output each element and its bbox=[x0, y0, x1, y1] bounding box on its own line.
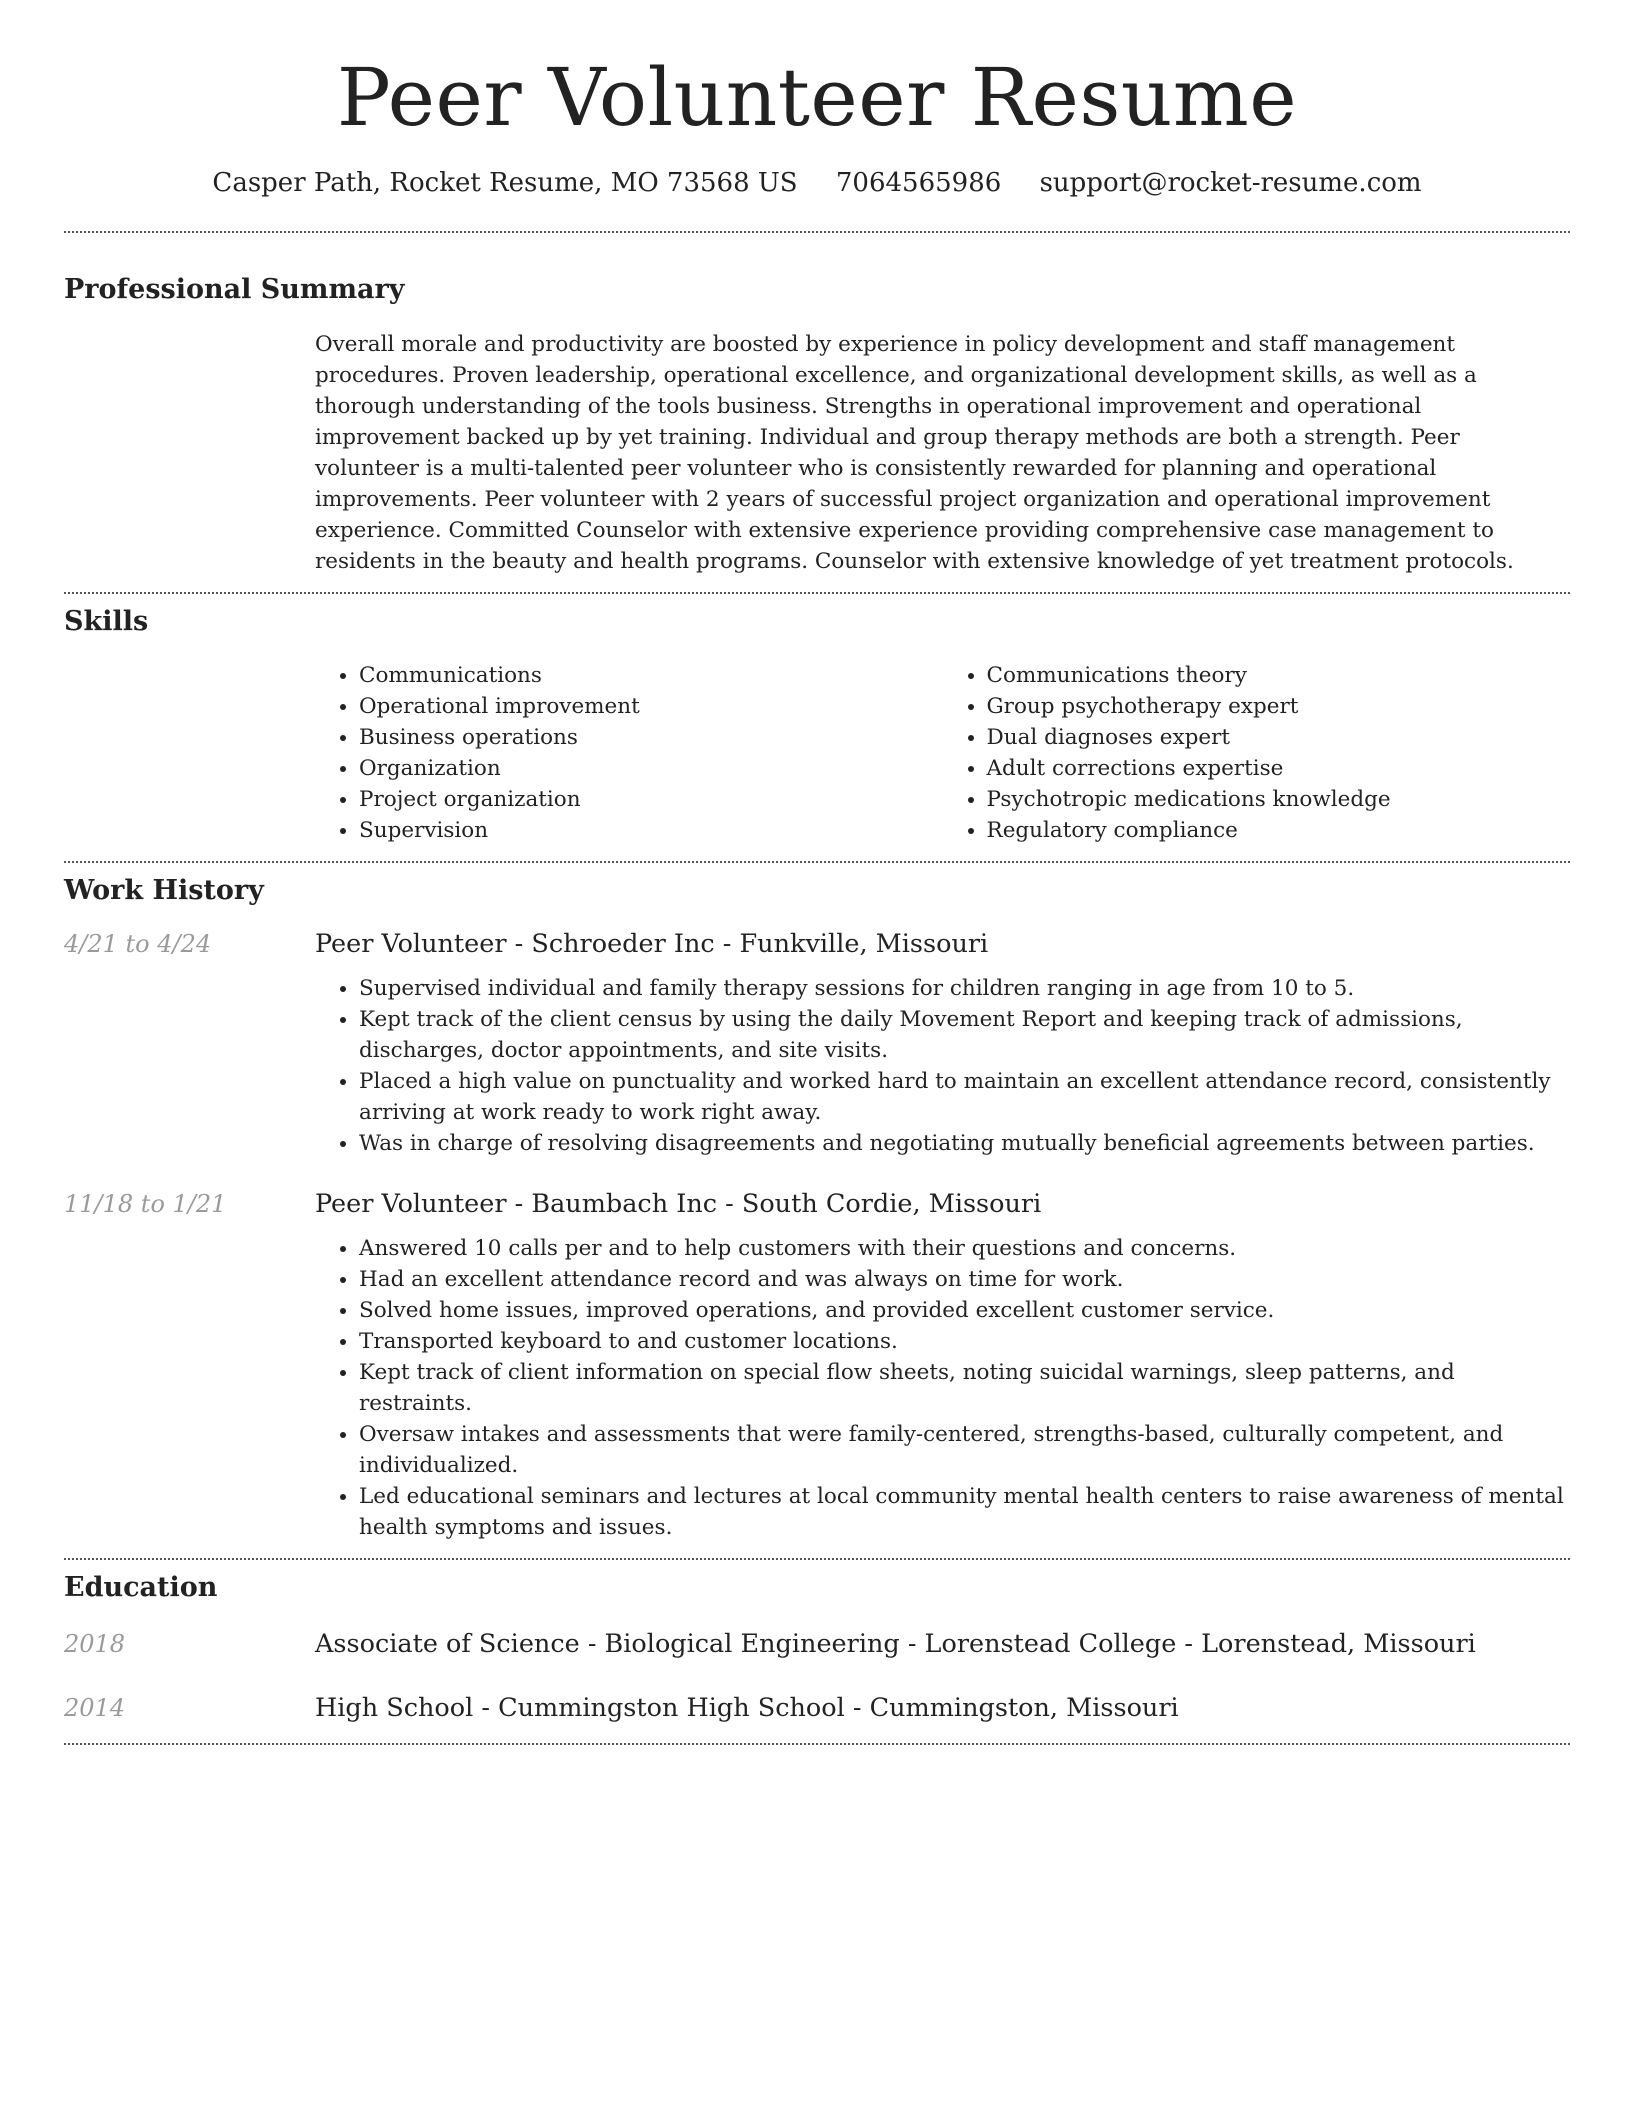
job-bullet: • Solved home issues, improved operations, and provided excellent customer service. bbox=[359, 1295, 1570, 1326]
job-header bbox=[64, 1189, 1570, 1219]
contact-line bbox=[64, 168, 1570, 199]
divider bbox=[64, 1558, 1570, 1560]
job-bullet: • Answered 10 calls per and to help customers with their questions and concerns. bbox=[359, 1233, 1570, 1264]
education-year: 2014 bbox=[64, 1693, 126, 1722]
job-title: Peer Volunteer - Schroeder Inc - Funkville, Missouri bbox=[315, 929, 989, 960]
summary-heading: Professional Summary bbox=[64, 274, 405, 306]
skills-section bbox=[64, 606, 1570, 846]
skill-item: • Organization bbox=[359, 753, 943, 784]
resume-page bbox=[64, 0, 1570, 1745]
skill-item: • Project organization bbox=[359, 784, 943, 815]
skill-item: • Business operations bbox=[359, 722, 943, 753]
education-section bbox=[64, 1572, 1570, 1722]
job-bullet: • Supervised individual and family therapy sessions for children ranging in age from 10 to 5. bbox=[359, 973, 1570, 1004]
resume-title: Peer Volunteer Resume bbox=[336, 51, 1298, 144]
divider bbox=[64, 231, 1570, 233]
job-bullet: • Kept track of client information on special flow sheets, noting suicidal warnings, sleep patterns, and restraints. bbox=[359, 1357, 1570, 1419]
work-heading: Work History bbox=[64, 874, 264, 906]
job-bullet: • Was in charge of resolving disagreements and negotiating mutually beneficial agreements between parties. bbox=[359, 1128, 1570, 1159]
divider bbox=[64, 592, 1570, 594]
contact-phone: 7064565986 bbox=[835, 168, 1002, 198]
education-title: High School - Cummingston High School - Cummingston, Missouri bbox=[315, 1692, 1179, 1723]
contact-email[interactable]: support@rocket-resume.com bbox=[1039, 168, 1422, 198]
job-entry bbox=[64, 1189, 1570, 1543]
work-section bbox=[64, 875, 1570, 1543]
education-heading: Education bbox=[64, 1572, 218, 1604]
job-bullet: • Transported keyboard to and customer locations. bbox=[359, 1326, 1570, 1357]
skills-list-right bbox=[943, 660, 1571, 846]
skills-list-left bbox=[315, 660, 943, 846]
job-bullets bbox=[315, 973, 1570, 1159]
job-dates: 4/21 to 4/24 bbox=[64, 930, 212, 959]
job-title: Peer Volunteer - Baumbach Inc - South Cordie, Missouri bbox=[315, 1189, 1042, 1220]
skill-item: • Group psychotherapy expert bbox=[987, 691, 1571, 722]
education-entry bbox=[64, 1693, 1570, 1723]
education-year: 2018 bbox=[64, 1629, 126, 1658]
job-header bbox=[64, 929, 1570, 959]
job-bullet: • Kept track of the client census by using the daily Movement Report and keeping track of admissions, discharges, doctor appointments, and site visits. bbox=[359, 1004, 1570, 1066]
job-bullets bbox=[315, 1233, 1570, 1543]
skill-item: • Regulatory compliance bbox=[987, 815, 1571, 846]
education-title: Associate of Science - Biological Engineering - Lorenstead College - Lorenstead, Missouri bbox=[315, 1628, 1476, 1659]
skill-item: • Communications bbox=[359, 660, 943, 691]
summary-text: Overall morale and productivity are boosted by experience in policy development and staff management procedures. Proven leadership, operational excellence, and organizational development skills, as well as a thorough understanding of the tools business. Strengths in operational improvement and operational improvement backed up by yet training. Individual and group therapy methods are both a strength. Peer volunteer is a multi-talented peer volunteer who is consistently rewarded for planning and operational improvements. Peer volunteer with 2 years of successful project organization and operational improvement experience. Committed Counselor with extensive experience providing comprehensive case management to residents in the beauty and health programs. Counselor with extensive knowledge of yet treatment protocols. bbox=[315, 331, 1514, 574]
skills-heading: Skills bbox=[64, 605, 149, 637]
skill-item: • Supervision bbox=[359, 815, 943, 846]
contact-address: Casper Path, Rocket Resume, MO 73568 US bbox=[212, 168, 798, 198]
job-bullet: • Led educational seminars and lectures at local community mental health centers to raise awareness of mental health symptoms and issues. bbox=[359, 1481, 1570, 1543]
job-bullet: • Oversaw intakes and assessments that were family-centered, strengths-based, culturally competent, and individualized. bbox=[359, 1419, 1570, 1481]
skill-item: • Dual diagnoses expert bbox=[987, 722, 1571, 753]
skill-item: • Operational improvement bbox=[359, 691, 943, 722]
skills-grid bbox=[315, 660, 1570, 846]
skill-item: • Adult corrections expertise bbox=[987, 753, 1571, 784]
skill-item: • Psychotropic medications knowledge bbox=[987, 784, 1571, 815]
job-bullet: • Placed a high value on punctuality and worked hard to maintain an excellent attendance record, consistently arriving at work ready to work right away. bbox=[359, 1066, 1570, 1128]
job-bullet: • Had an excellent attendance record and was always on time for work. bbox=[359, 1264, 1570, 1295]
job-entry bbox=[64, 929, 1570, 1159]
divider bbox=[64, 1743, 1570, 1745]
skill-item: • Communications theory bbox=[987, 660, 1571, 691]
divider bbox=[64, 861, 1570, 863]
job-dates: 11/18 to 1/21 bbox=[64, 1190, 227, 1219]
education-entry bbox=[64, 1629, 1570, 1659]
summary-section bbox=[64, 274, 1570, 576]
